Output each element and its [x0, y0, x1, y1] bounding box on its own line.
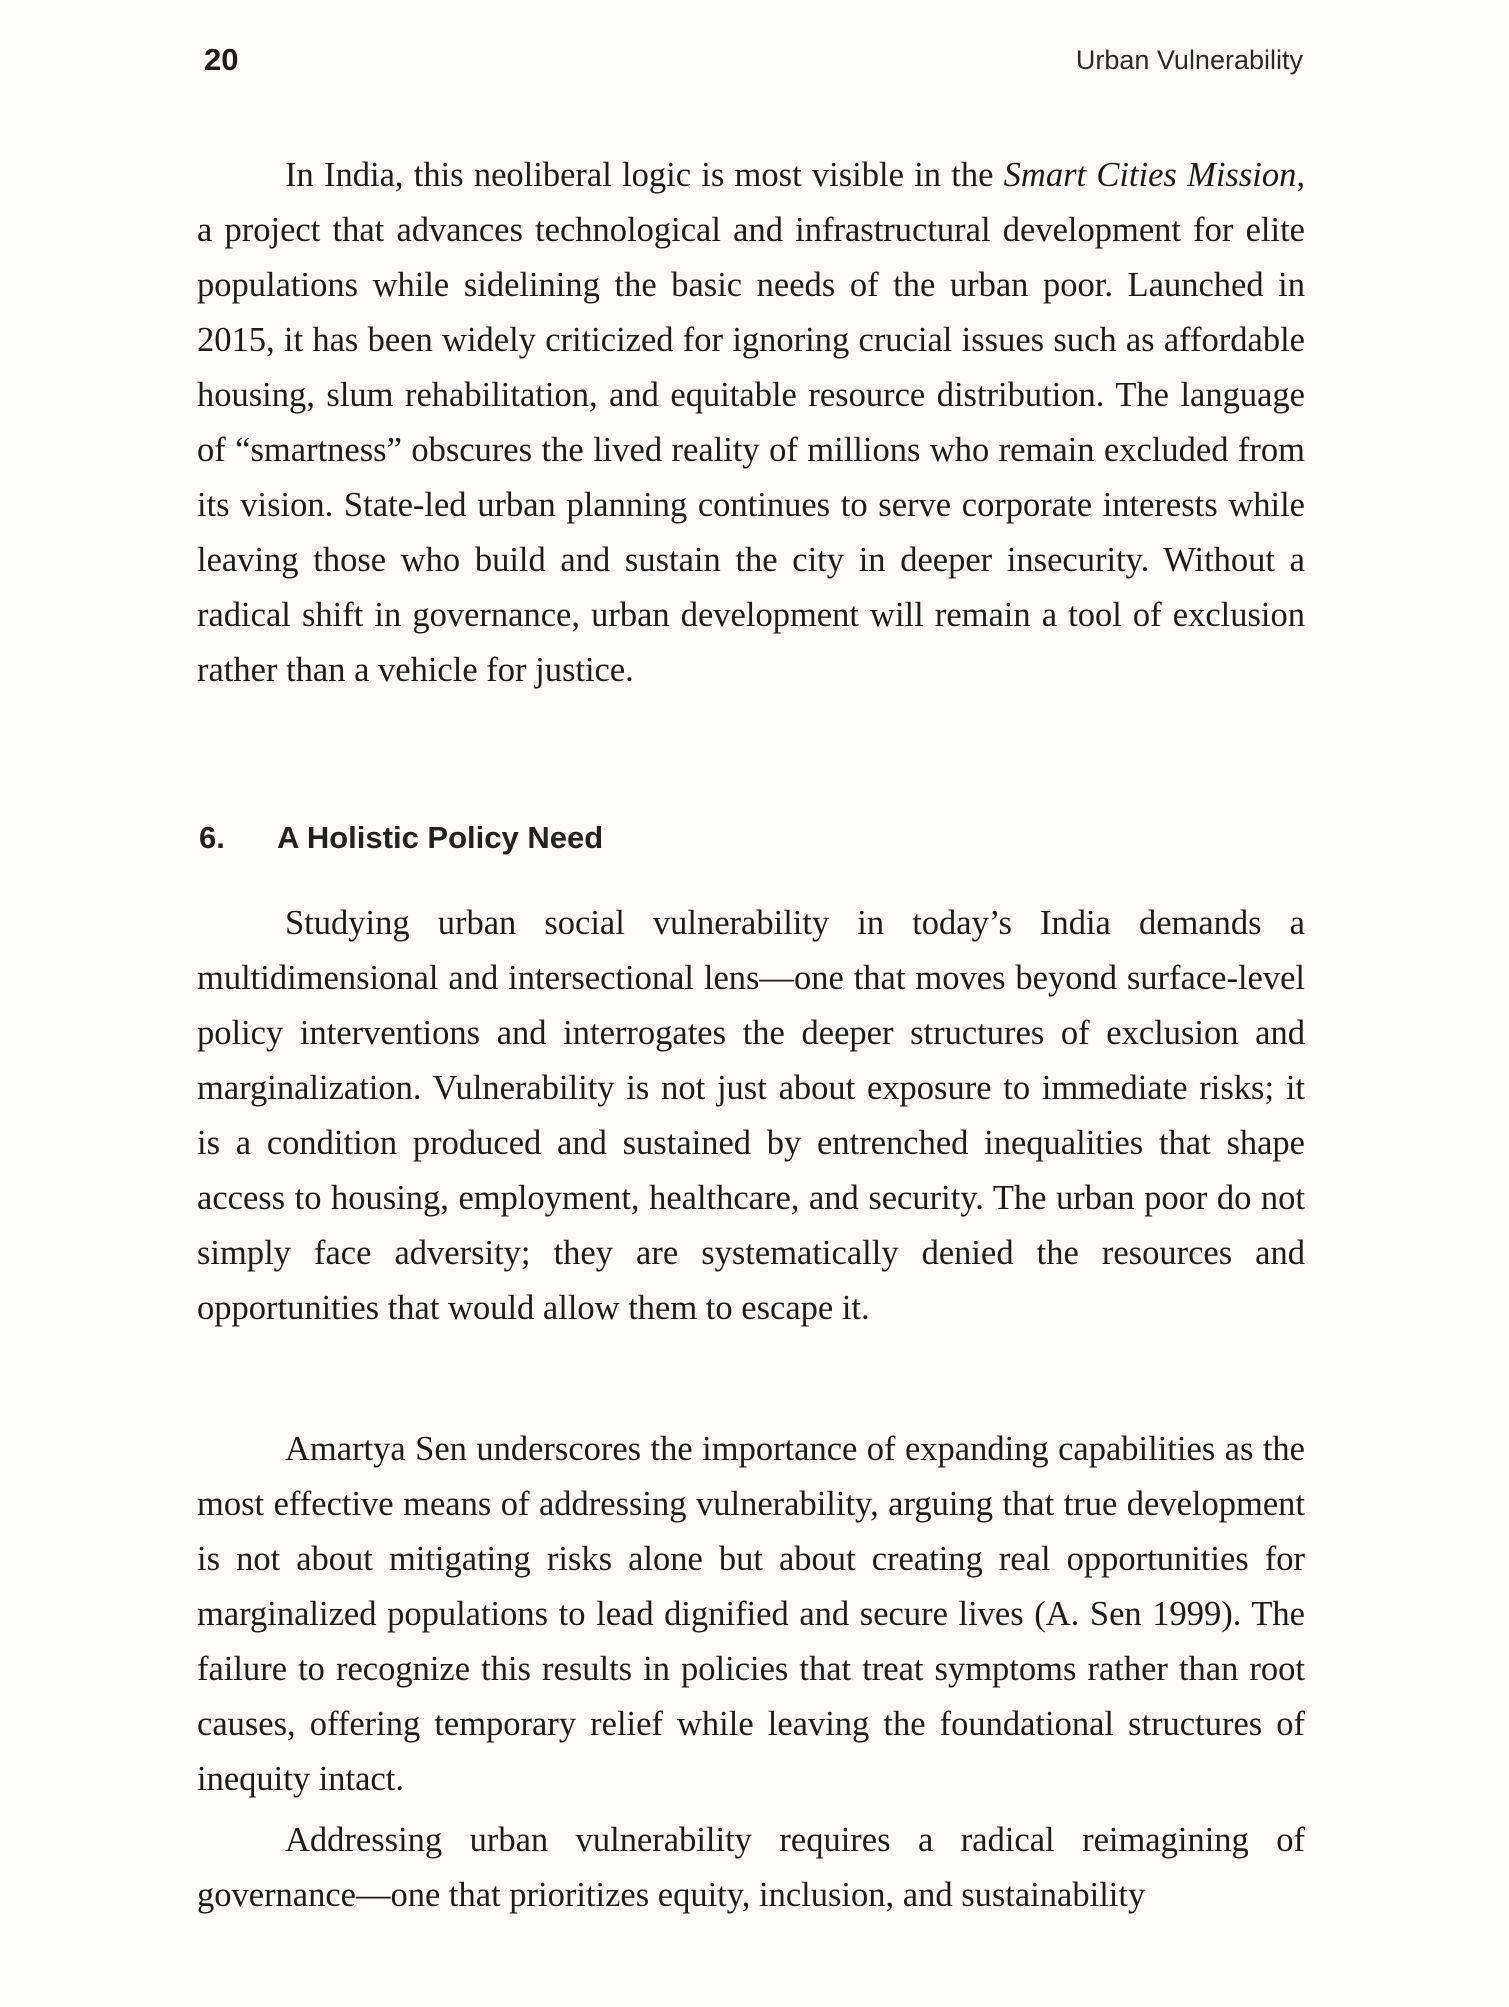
paragraph-text-end: , a project that advances technological and infrastructural development for elite populations while sidelining the basic needs of the urban poor. Launched in 2015, it has been widely criticized for ignoring crucial issues such as affordable housing, slum rehabilitation, and equitable resource distribution. The language of “smartness” obscures the lived reality of millions who remain excluded from its vision. State-led urban planning continues to serve corporate interests while leaving those who build and sustain the city in deeper insecurity. Without a radical shift in governance, urban development will remain a tool of exclusion rather than a vehicle for justice. [197, 156, 1305, 689]
paragraph-text-start: In India, this neoliberal logic is most visible in the [285, 156, 1004, 194]
paragraph-amartya-sen: Amartya Sen underscores the importance of expanding capabilities as the most effective means of addressing vulnerability, arguing that true development is not about mitigating risks alone but about creating real opportunities for marginalized populations to lead dignified and secure lives (A. Sen 1999). The failure to recognize this results in policies that treat symptoms rather than root causes, offering temporary relief while leaving the foundational structures of inequity intact. [197, 1430, 1305, 1798]
section-heading [199, 816, 603, 860]
paragraph-smart-cities [197, 148, 1305, 698]
section-title: A Holistic Policy Need [277, 820, 604, 855]
running-head: Urban Vulnerability [1075, 45, 1303, 75]
paragraph-governance: Addressing urban vulnerability requires a radical reimagining of governance—one that prioritizes equity, inclusion, and sustainability [197, 1821, 1305, 1914]
section-number: 6. [199, 820, 225, 855]
page-number: 20 [204, 42, 239, 77]
italic-title-smart-cities-mission: Smart Cities Mission [1003, 156, 1297, 194]
paragraph-multidimensional-lens: Studying urban social vulnerability in today’s India demands a multidimensional and intersectional lens—one that moves beyond surface-level policy interventions and interrogates the deeper structures of exclusion and marginalization. Vulnerability is not just about exposure to immediate risks; it is a condition produced and sustained by entrenched inequalities that shape access to housing, employment, healthcare, and security. The urban poor do not simply face adversity; they are systematically denied the resources and opportunities that would allow them to escape it. [197, 904, 1305, 1327]
